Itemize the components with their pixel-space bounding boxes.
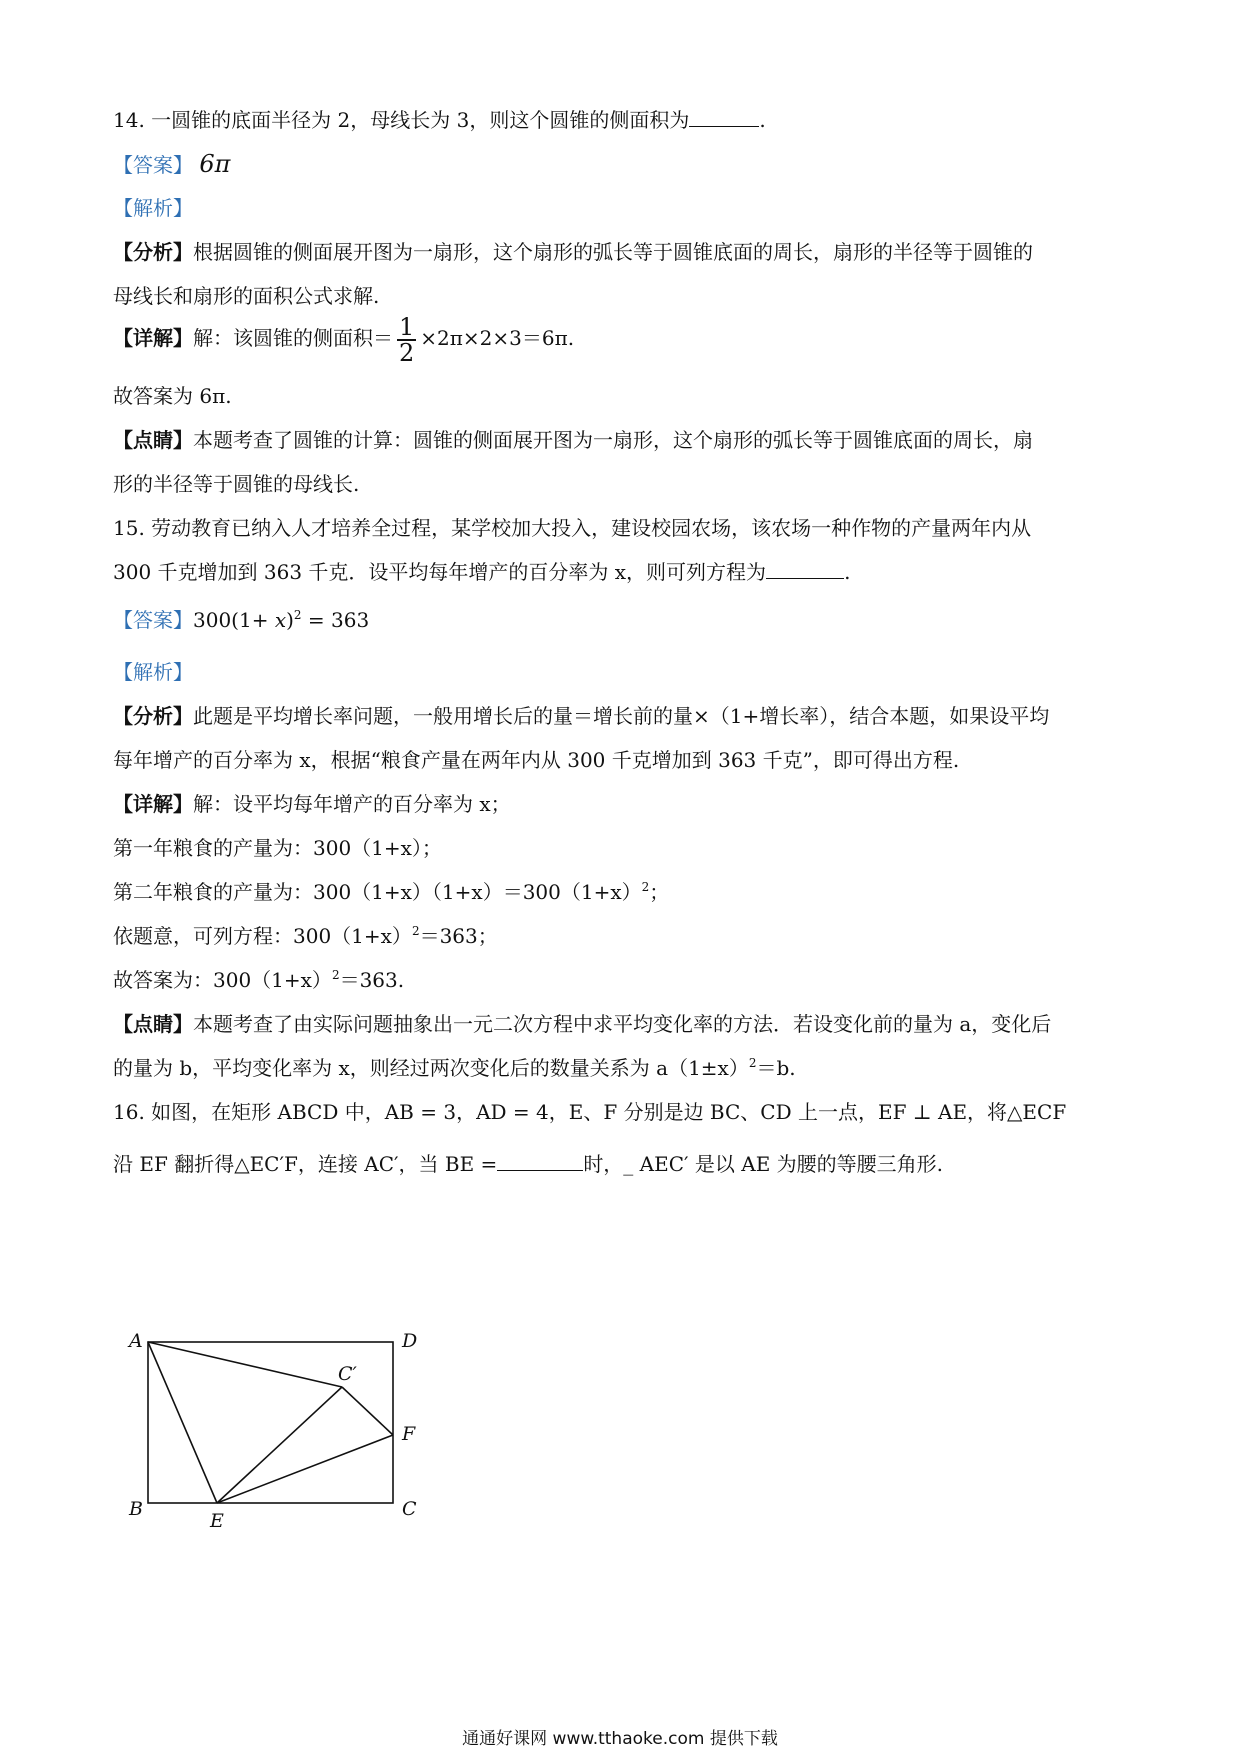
fenxi-tag: 【分析】 xyxy=(113,240,193,264)
exponent: 2 xyxy=(411,924,420,938)
fraction-one-half xyxy=(397,312,416,367)
fenxi-tag: 【分析】 xyxy=(113,704,193,728)
q15-question-line-1: 15. 劳动教育已纳入人才培养全过程，某学校加大投入，建设校园农场，该农场一种作物的产量两年内从 xyxy=(113,516,1032,540)
q15-question-line-2 xyxy=(113,558,850,586)
q15-xiangjie-text: 解：设平均每年增产的百分率为 x； xyxy=(193,792,511,816)
q15-dianjing-text-1: 本题考查了由实际问题抽象出一元二次方程中求平均变化率的方法．若设变化前的量为 a，变化后 xyxy=(193,1012,1052,1036)
fraction-denominator: 2 xyxy=(399,338,415,367)
exponent: 2 xyxy=(748,1056,757,1070)
q15-final-answer-text: 故答案为：300（1+x） xyxy=(113,968,332,992)
label-c: C xyxy=(402,1498,417,1520)
q14-answer-value: 6π xyxy=(199,150,231,178)
q14-xiangjie-pre: 解：该圆锥的侧面积＝ xyxy=(193,326,393,350)
q14-question-text: 14. 一圆锥的底面半径为 2，母线长为 3，则这个圆锥的侧面积为 xyxy=(113,108,690,132)
exponent: 2 xyxy=(331,968,340,982)
segment-ae xyxy=(148,1342,217,1503)
answer-blank xyxy=(689,108,759,127)
q15-question-text: 300 千克增加到 363 千克．设平均每年增产的百分率为 x，则可列方程为 xyxy=(113,560,767,584)
q15-step-1: 第一年粮食的产量为：300（1+x）； xyxy=(113,836,442,860)
q15-answer-post: = 363 xyxy=(301,608,370,632)
q15-answer-variable: x xyxy=(274,608,287,632)
q15-step-3-end: ＝363； xyxy=(419,924,498,948)
q15-step-3 xyxy=(113,922,498,950)
q15-answer-exponent: 2 xyxy=(293,608,302,622)
q15-step-2-text: 第二年粮食的产量为：300（1+x）（1+x）＝300（1+x） xyxy=(113,880,642,904)
q14-dianjing xyxy=(113,426,1033,454)
answer-tag: 【答案】 xyxy=(113,608,193,632)
q15-dianjing-text-2: 的量为 b，平均变化率为 x，则经过两次变化后的数量关系为 a（1±x） xyxy=(113,1056,749,1080)
q15-final-answer xyxy=(113,966,404,994)
exponent: 2 xyxy=(641,880,650,894)
label-e: E xyxy=(210,1510,224,1532)
q16-question-pre: 沿 EF 翻折得△EC′F，连接 AC′，当 BE = xyxy=(113,1152,498,1176)
q14-fenxi-text-1: 根据圆锥的侧面展开图为一扇形，这个扇形的弧长等于圆锥底面的周长，扇形的半径等于圆锥的 xyxy=(193,240,1033,264)
label-f: F xyxy=(402,1423,416,1445)
answer-tag: 【答案】 xyxy=(113,153,193,177)
q14-final-answer: 故答案为 6π. xyxy=(113,384,232,408)
q14-question xyxy=(113,106,766,134)
q15-step-2 xyxy=(113,878,669,906)
q14-xiangjie-post: ×2π×2×3＝6π. xyxy=(420,326,575,350)
segment-c-prime-f xyxy=(342,1387,393,1435)
label-c-prime: C′ xyxy=(338,1363,357,1385)
q15-question-end: . xyxy=(844,560,851,584)
q15-xiangjie xyxy=(113,790,511,818)
answer-blank xyxy=(497,1152,583,1171)
q15-dianjing-text-2-end: ＝b. xyxy=(756,1056,796,1080)
q14-dianjing-text-1: 本题考查了圆锥的计算：圆锥的侧面展开图为一扇形，这个扇形的弧长等于圆锥底面的周长，扇 xyxy=(193,428,1033,452)
q15-answer-pre: 300(1+ xyxy=(193,608,275,632)
segment-ef xyxy=(217,1435,393,1503)
q15-answer xyxy=(113,606,369,634)
q15-fenxi xyxy=(113,702,1049,730)
q14-xiangjie xyxy=(113,312,574,365)
dianjing-tag: 【点睛】 xyxy=(113,1012,193,1036)
q14-answer xyxy=(113,150,230,179)
rectangle-fold-figure xyxy=(120,1320,440,1550)
label-d: D xyxy=(402,1330,418,1352)
q16-question-post: 时，_ AEC′ 是以 AE 为腰的等腰三角形. xyxy=(583,1152,944,1176)
q15-step-2-end: ； xyxy=(649,880,670,904)
answer-blank xyxy=(766,560,844,579)
q16-question-line-2 xyxy=(113,1150,943,1178)
q14-question-end: . xyxy=(759,108,766,132)
label-b: B xyxy=(129,1498,143,1520)
dianjing-tag: 【点睛】 xyxy=(113,428,193,452)
q15-answer-close: ) xyxy=(286,608,294,632)
q15-dianjing-line-2 xyxy=(113,1054,796,1082)
fraction-numerator: 1 xyxy=(399,312,415,341)
q14-fenxi-text-2: 母线长和扇形的面积公式求解. xyxy=(113,284,380,308)
q15-step-3-text: 依题意，可列方程：300（1+x） xyxy=(113,924,412,948)
q15-dianjing xyxy=(113,1010,1051,1038)
q14-dianjing-text-2: 形的半径等于圆锥的母线长. xyxy=(113,472,360,496)
segment-ec-prime xyxy=(217,1387,342,1503)
q14-fenxi xyxy=(113,238,1033,266)
q15-analysis-tag: 【解析】 xyxy=(113,660,193,684)
q15-final-answer-end: ＝363. xyxy=(339,968,405,992)
q14-analysis-tag: 【解析】 xyxy=(113,196,193,220)
page-footer: 通通好课网 www.tthaoke.com 提供下载 xyxy=(462,1729,778,1749)
segment-ac-prime xyxy=(148,1342,342,1387)
q16-question-line-1: 16. 如图，在矩形 ABCD 中，AB = 3，AD = 4，E、F 分别是边 BC、CD 上一点，EF ⊥ AE，将△ECF xyxy=(113,1100,1067,1124)
xiangjie-tag: 【详解】 xyxy=(113,792,193,816)
label-a: A xyxy=(129,1330,143,1352)
q15-fenxi-text-2: 每年增产的百分率为 x，根据“粮食产量在两年内从 300 千克增加到 363 千克”，即可得出方程. xyxy=(113,748,960,772)
xiangjie-tag: 【详解】 xyxy=(113,326,193,350)
q15-fenxi-text-1: 此题是平均增长率问题，一般用增长后的量＝增长前的量×（1+增长率），结合本题，如果设平均 xyxy=(193,704,1050,728)
